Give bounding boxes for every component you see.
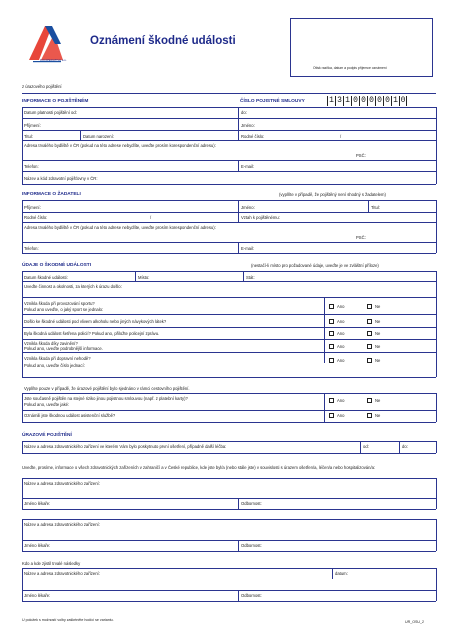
q-fault: Vznikla škoda díky zavinění?	[24, 341, 78, 346]
page-title: Oznámení škodné události	[90, 35, 236, 47]
valid-from-field[interactable]: Datum platnosti pojištění od:	[24, 110, 77, 115]
fault-yes-checkbox[interactable]	[329, 344, 334, 349]
valid-to-field[interactable]: do:	[241, 110, 247, 115]
assistance-yes-checkbox[interactable]	[329, 413, 334, 418]
residual-date-field[interactable]: datum:	[335, 571, 348, 576]
yes-label: Ano	[337, 319, 345, 324]
event-date-field[interactable]: Datum škodné události:	[24, 275, 68, 280]
traffic-yes-checkbox[interactable]	[329, 358, 334, 363]
claimant-name-field[interactable]: Jméno:	[241, 205, 255, 210]
policy-digit: 1	[391, 96, 399, 106]
phone-field[interactable]: Telefon:	[24, 164, 39, 169]
yes-label: Ano	[337, 358, 345, 363]
claimant-zip-field[interactable]: PSČ:	[356, 235, 366, 240]
no-label: Ne	[375, 358, 381, 363]
surname-field[interactable]: Příjmení:	[24, 123, 41, 128]
facilities-info: Uveďte, prosíme, informace o všech zdravotnických zařízeních v zahraničí a v České republice, kde jste byl/a (nebo stále jste) v souvislosti s úrazem ošetřen/a, léčen/a nebo hospitalizován/a:	[22, 465, 376, 470]
yes-label: Ano	[337, 304, 345, 309]
health-insurer-field[interactable]: Název a kód zdravotní pojišťovny v ČR:	[24, 176, 98, 181]
no-label: Ne	[375, 331, 381, 336]
birth-date-field[interactable]: Datum narození:	[83, 134, 114, 139]
logo-caption: KOOPERATIVA a.s.	[40, 58, 67, 62]
department-field[interactable]: Odbornost:	[241, 543, 262, 548]
residual-facility-field[interactable]: Název a adresa zdravotnického zařízení:	[24, 571, 100, 576]
q-police: Byla škodná událost šetřena policií? Pokud ano, přiložte policejní zprávu.	[24, 331, 160, 336]
event-note: (nestačí-li místo pro požadované údaje, uveďte je ve zvláštní příloze)	[251, 263, 379, 268]
first-aid-facility-field[interactable]: Název a adresa zdravotnického zařízení ve kterém Vám bylo poskytnuto první ošetření, případně další léčba:	[24, 444, 227, 449]
department-field[interactable]: Odbornost:	[241, 501, 262, 506]
relation-field[interactable]: Vztah k pojištěnému:	[241, 215, 280, 220]
q-alcohol: Došlo ke škodné události pod vlivem alkoholu nebo jiných návykových látek?	[24, 319, 167, 324]
zip-field[interactable]: PSČ:	[356, 153, 366, 158]
facility-field[interactable]: Název a adresa zdravotnického zařízení:	[24, 522, 100, 527]
police-yes-checkbox[interactable]	[329, 331, 334, 336]
q-traffic: Vznikla škoda při dopravní nehodě?	[24, 356, 91, 361]
event-place-field[interactable]: Místo:	[138, 275, 150, 280]
q-other-policy: Jste současně pojištěn na stejné riziko jinou pojistnou smlouvou (např. z platební karty)?	[24, 396, 188, 401]
birth-number-slash: /	[340, 134, 342, 139]
claimant-title-field[interactable]: Titul:	[371, 205, 380, 210]
policy-number-title: ČÍSLO POJISTNÉ SMLOUVY	[240, 99, 305, 104]
policyholder-section-title: INFORMACE O POJIŠTĚNÉM	[22, 99, 89, 104]
policy-number-field[interactable]	[327, 96, 407, 106]
policy-digit: 1	[327, 96, 335, 106]
doctor-field[interactable]: Jméno lékaře:	[24, 543, 51, 548]
alcohol-no-checkbox[interactable]	[367, 319, 372, 324]
other-policy-yes-checkbox[interactable]	[329, 398, 334, 403]
yes-label: Ano	[337, 413, 345, 418]
stamp-caption: Otisk razítka, datum a podpis příjemce oznámení	[313, 66, 387, 70]
q-sport-detail[interactable]: Pokud ano uveďte, o jaký sport se jednalo:	[24, 307, 104, 312]
claimant-birth-number-slash: /	[150, 215, 152, 220]
q-traffic-detail[interactable]: Pokud ano, uveďte číslo jednací:	[24, 363, 85, 368]
facility-field[interactable]: Název a adresa zdravotnického zařízení:	[24, 481, 100, 486]
doctor-field[interactable]: Jméno lékaře:	[24, 501, 51, 506]
no-label: Ne	[375, 304, 381, 309]
form-code: UR_OSU_2	[405, 620, 424, 624]
address-field[interactable]: Adresa trvalého bydliště v ČR (pokud na této adrese nebydlíte, uveďte prosím korespondenční adresu):	[24, 143, 216, 148]
alcohol-yes-checkbox[interactable]	[329, 319, 334, 324]
claimant-phone-field[interactable]: Telefon:	[24, 246, 39, 251]
no-label: Ne	[375, 344, 381, 349]
policy-digit: 0	[367, 96, 375, 106]
yes-label: Ano	[337, 344, 345, 349]
event-state-field[interactable]: Stát:	[246, 275, 255, 280]
claimant-birth-number-field[interactable]: Rodné číslo:	[24, 215, 48, 220]
policy-digit: 0	[400, 96, 406, 105]
fault-no-checkbox[interactable]	[367, 344, 372, 349]
other-policy-no-checkbox[interactable]	[367, 398, 372, 403]
injury-section-title: ÚRAZOVÉ POJIŠTĚNÍ	[22, 433, 72, 438]
assistance-no-checkbox[interactable]	[367, 413, 372, 418]
no-label: Ne	[375, 398, 381, 403]
email-field[interactable]: E-mail:	[241, 164, 255, 169]
claimant-address-field[interactable]: Adresa trvalého bydliště v ČR (pokud na této adrese nebydlíte, uveďte prosím korespondenční adresu):	[24, 225, 216, 230]
policy-digit: 0	[383, 96, 391, 106]
claimant-email-field[interactable]: E-mail:	[241, 246, 255, 251]
q-fault-detail[interactable]: Pokud ano, uveďte podrobnější informace.	[24, 346, 103, 351]
claimant-note: (vyplňte v případě, že pojištěný není shodný s žadatelem)	[279, 192, 386, 197]
no-label: Ne	[375, 319, 381, 324]
policy-digit: 0	[375, 96, 383, 106]
sport-no-checkbox[interactable]	[367, 304, 372, 309]
claimant-section-title: INFORMACE O ŽADATELI	[22, 192, 81, 197]
claimant-surname-field[interactable]: Příjmení:	[24, 205, 41, 210]
police-no-checkbox[interactable]	[367, 331, 372, 336]
event-section-title: ÚDAJE O ŠKODNÉ UDÁLOSTI	[22, 263, 92, 268]
policy-digit: 1	[343, 96, 351, 106]
q-other-policy-detail[interactable]: Pokud ano, uveďte jaké:	[24, 402, 70, 407]
q-sport: Vznikla škoda při provozování sportu?	[24, 301, 95, 306]
birth-number-field[interactable]: Rodné číslo:	[241, 134, 265, 139]
traffic-no-checkbox[interactable]	[367, 358, 372, 363]
travel-note: Vyplňte pouze v případě, že úrazové pojištění bylo sjednáno v rámci cestovního pojištění.	[24, 386, 190, 391]
first-aid-from-field[interactable]: od:	[363, 444, 369, 449]
policy-digit: 3	[335, 96, 343, 106]
policy-digit: 0	[359, 96, 367, 106]
policy-digit: 0	[351, 96, 359, 106]
footer-note: U položek s možností volby zaškrtněte hodící se variantu.	[22, 618, 114, 622]
q-assistance: Oznámili jste škodnou událost asistenční službě?	[24, 413, 116, 418]
no-label: Ne	[375, 413, 381, 418]
name-field[interactable]: Jméno:	[241, 123, 255, 128]
yes-label: Ano	[337, 398, 345, 403]
first-aid-to-field[interactable]: do:	[402, 444, 408, 449]
insurance-type: z úrazového pojištění	[22, 84, 62, 89]
activity-field[interactable]: Uveďte činnost a okolnosti, za kterých k úrazu došlo:	[24, 284, 122, 289]
residual-doctor-field[interactable]: Jméno lékaře:	[24, 593, 51, 598]
sport-yes-checkbox[interactable]	[329, 304, 334, 309]
yes-label: Ano	[337, 331, 345, 336]
residual-title: Kdo a kde zjistil trvalé následky	[22, 561, 81, 566]
residual-department-field[interactable]: Odbornost:	[241, 593, 262, 598]
title-field[interactable]: Titul:	[24, 134, 33, 139]
